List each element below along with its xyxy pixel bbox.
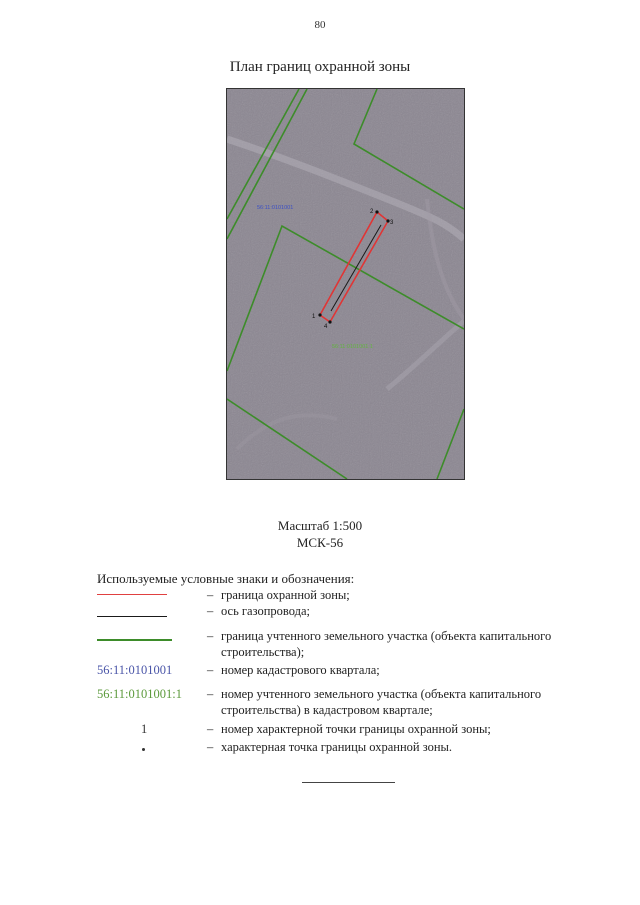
legend-dash: – <box>207 629 214 643</box>
legend-code-point: 1 <box>141 722 148 736</box>
legend-text: граница учтенного земельного участка (объекта капитального строительства); <box>221 629 552 659</box>
point-label-3: 3 <box>390 220 394 226</box>
map-frame[interactable] <box>226 88 465 480</box>
legend-dash: – <box>207 604 214 618</box>
legend-text: номер кадастрового квартала; <box>221 663 380 677</box>
legend-dash: – <box>207 687 214 701</box>
plan-title: План границ охранной зоны <box>229 59 411 75</box>
legend-text: граница охранной зоны; <box>221 588 350 602</box>
point-marker-4 <box>328 320 331 323</box>
legend-dash: – <box>207 588 214 602</box>
legend-dash: – <box>207 663 214 677</box>
point-marker-2 <box>375 210 378 213</box>
crs-text: МСК-56 <box>296 535 344 550</box>
point-label-1: 1 <box>312 314 316 320</box>
point-label-2: 2 <box>370 209 374 215</box>
point-label-4: 4 <box>324 324 328 330</box>
legend-dash: – <box>207 740 214 754</box>
cadastral-quarter-label: 56:11:0101001 <box>257 205 294 211</box>
page-number: 80 <box>314 19 326 31</box>
scale-block <box>0 517 640 551</box>
map-svg <box>227 89 464 479</box>
parcel-number-label: 56:11:0101001:1 <box>332 344 373 350</box>
legend-code-quarter: 56:11:0101001 <box>97 663 173 677</box>
legend-code-parcel: 56:11:0101001:1 <box>97 687 182 701</box>
point-marker-1 <box>318 313 321 316</box>
end-rule <box>302 782 395 783</box>
legend-text: ось газопровода; <box>221 604 311 618</box>
aerial-grain <box>227 89 464 479</box>
legend-text: номер характерной точки границы охранной зоны; <box>221 722 491 736</box>
legend-heading: Используемые условные знаки и обозначения: <box>97 571 355 586</box>
legend-dash: – <box>207 722 214 736</box>
legend-text: характерная точка границы охранной зоны. <box>221 740 453 754</box>
legend-text: номер учтенного земельного участка (объекта капитального строительства) в кадастровом квартале; <box>221 687 542 717</box>
scale-text: Масштаб 1:500 <box>277 518 363 533</box>
